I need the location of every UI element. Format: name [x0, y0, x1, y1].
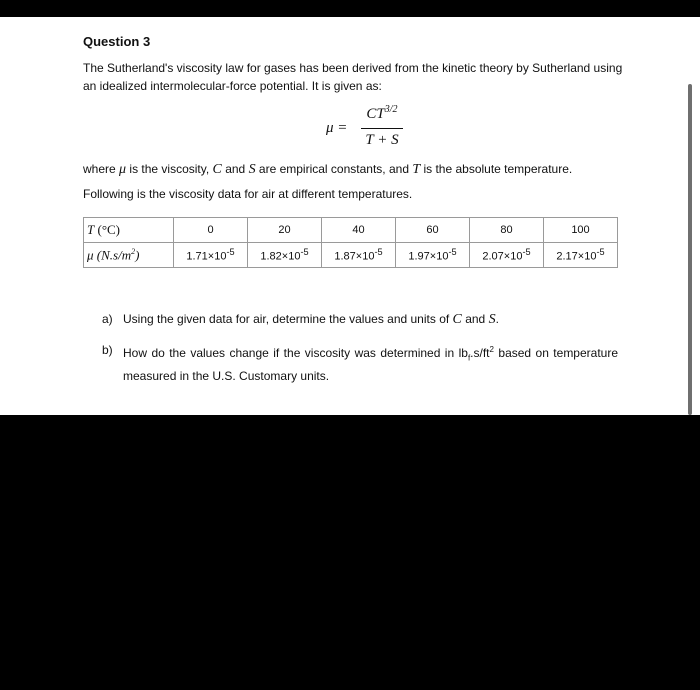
formula-numerator-base: CT	[366, 106, 385, 122]
table-cell: 40	[322, 218, 396, 243]
table-row-viscosity	[84, 243, 618, 268]
formula-lhs: μ =	[326, 120, 348, 136]
part-b-text-3: based on temperature measured in the U.S. Customary units.	[123, 346, 619, 384]
viscosity-unit-close: )	[135, 247, 140, 263]
table-row-temperature	[84, 218, 618, 243]
part-b-superscript: 2	[489, 345, 494, 354]
temperature-unit: (°C)	[94, 222, 121, 237]
where-text-1: where	[83, 162, 120, 176]
table-cell: 80	[470, 218, 544, 243]
where-text-4: are empirical constants, and	[255, 162, 413, 176]
cell-mantissa: 1.82×10	[260, 250, 301, 263]
part-b-label: b)	[102, 343, 113, 357]
question-parts	[102, 310, 618, 397]
document-page	[0, 17, 700, 415]
temperature-header	[84, 218, 174, 243]
symbol-s: S	[488, 312, 496, 327]
part-a	[102, 310, 618, 329]
viscosity-unit: (N.s/m	[93, 247, 132, 263]
part-b-text-2: .s/ft	[470, 346, 490, 360]
cell-exponent: -5	[448, 247, 457, 258]
cell-mantissa: 1.97×10	[408, 250, 449, 263]
sutherland-formula	[326, 104, 426, 154]
table-cell	[544, 243, 618, 268]
part-a-text-1: Using the given data for air, determine the values and units of	[123, 312, 453, 326]
intro-paragraph: The Sutherland's viscosity law for gases has been derived from the kinetic theory by Sutherland using an idealized intermolecular-force potential. It is given as:	[83, 61, 623, 93]
temperature-symbol: T	[87, 222, 95, 237]
table-cell: 20	[248, 218, 322, 243]
viscosity-header	[84, 243, 174, 268]
viscosity-table	[83, 217, 618, 268]
table-cell	[396, 243, 470, 268]
question-title: Question 3	[83, 34, 151, 49]
cell-mantissa: 2.07×10	[482, 250, 523, 263]
part-b	[102, 341, 618, 385]
fraction-bar	[361, 128, 403, 129]
cell-exponent: -5	[374, 247, 383, 258]
cell-mantissa: 1.71×10	[186, 250, 227, 263]
part-a-label: a)	[102, 312, 113, 326]
table-cell	[248, 243, 322, 268]
formula-denominator: T + S	[365, 132, 399, 148]
table-cell	[470, 243, 544, 268]
scrollbar[interactable]	[688, 84, 692, 415]
table-cell	[174, 243, 248, 268]
cell-exponent: -5	[596, 247, 605, 258]
table-cell: 0	[174, 218, 248, 243]
table-cell: 60	[396, 218, 470, 243]
symbol-mu: μ	[119, 162, 127, 177]
where-sentence	[83, 160, 643, 179]
cell-mantissa: 1.87×10	[334, 250, 375, 263]
symbol-s: S	[248, 162, 256, 177]
cell-exponent: -5	[300, 247, 309, 258]
symbol-c: C	[452, 312, 462, 327]
symbol-c: C	[212, 162, 222, 177]
table-cell	[322, 243, 396, 268]
where-text-3: and	[221, 162, 249, 176]
part-a-text-3: .	[495, 312, 499, 326]
part-b-text-1: How do the values change if the viscosity was determined in lb	[123, 346, 468, 360]
following-sentence: Following is the viscosity data for air at different temperatures.	[83, 187, 413, 201]
formula-numerator	[361, 104, 403, 123]
cell-exponent: -5	[522, 247, 531, 258]
where-text-2: is the viscosity,	[126, 162, 213, 176]
table-cell: 100	[544, 218, 618, 243]
cell-mantissa: 2.17×10	[556, 250, 597, 263]
where-text-5: is the absolute temperature.	[420, 162, 573, 176]
symbol-t: T	[412, 162, 421, 177]
cell-exponent: -5	[226, 247, 235, 258]
viscosity-unit-exp: 2	[131, 246, 136, 256]
viscosity-symbol: μ	[87, 247, 94, 263]
part-b-subscript: f	[467, 353, 471, 363]
formula-exponent: 3/2	[384, 104, 398, 115]
part-a-text-2: and	[461, 312, 489, 326]
